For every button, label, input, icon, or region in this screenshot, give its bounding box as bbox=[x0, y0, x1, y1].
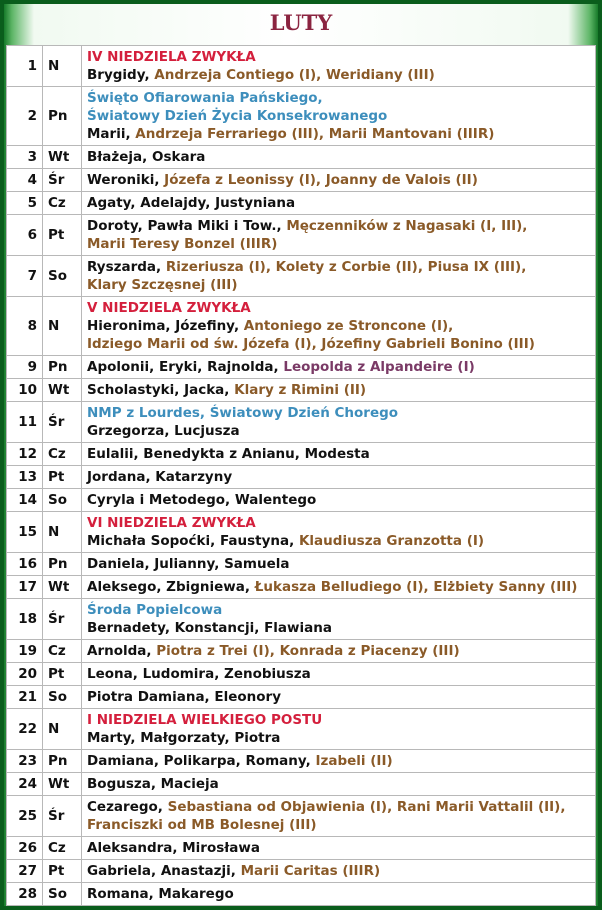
saints-text: Klary Szczęsnej (III) bbox=[87, 277, 238, 293]
calendar-row-day-26 bbox=[7, 837, 596, 860]
description-line bbox=[87, 66, 590, 84]
description-line bbox=[87, 217, 590, 235]
calendar-row-day-12 bbox=[7, 443, 596, 466]
description-line bbox=[87, 171, 590, 189]
saints-text: Klaudiusza Granzotta (I) bbox=[298, 533, 485, 549]
description-line bbox=[87, 48, 590, 66]
day-number: 2 bbox=[7, 87, 43, 146]
calendar-row-day-3 bbox=[7, 146, 596, 169]
calendar-row-day-13 bbox=[7, 466, 596, 489]
description-line bbox=[87, 532, 590, 550]
day-description bbox=[82, 87, 596, 146]
day-description bbox=[82, 686, 596, 709]
day-number: 20 bbox=[7, 663, 43, 686]
day-number: 22 bbox=[7, 709, 43, 750]
day-number: 28 bbox=[7, 883, 43, 906]
names-text: Leona, Ludomira, Zenobiusza bbox=[87, 666, 311, 682]
day-description bbox=[82, 256, 596, 297]
day-of-week: Pn bbox=[43, 356, 82, 379]
calendar-row-day-23 bbox=[7, 750, 596, 773]
calendar-body bbox=[7, 46, 596, 906]
day-description bbox=[82, 356, 596, 379]
names-text: Eulalii, Benedykta z Anianu, Modesta bbox=[87, 446, 370, 462]
saints-text: Męczenników z Nagasaki (I, III), bbox=[286, 218, 528, 234]
day-of-week: Pn bbox=[43, 750, 82, 773]
names-text: Grzegorza, Lucjusza bbox=[87, 423, 240, 439]
day-of-week: N bbox=[43, 709, 82, 750]
day-number: 10 bbox=[7, 379, 43, 402]
day-number: 9 bbox=[7, 356, 43, 379]
names-text: Bernadety, Konstancji, Flawiana bbox=[87, 620, 332, 636]
description-line bbox=[87, 491, 590, 509]
saints-text: Idziego Marii od św. Józefa (I), Józefiny Gabrieli Bonino (III) bbox=[87, 336, 535, 352]
day-description bbox=[82, 773, 596, 796]
saints-text: VI NIEDZIELA ZWYKŁA bbox=[87, 515, 256, 531]
day-number: 4 bbox=[7, 169, 43, 192]
calendar-row-day-14 bbox=[7, 489, 596, 512]
description-line bbox=[87, 125, 590, 143]
day-description bbox=[82, 663, 596, 686]
day-of-week: Cz bbox=[43, 443, 82, 466]
day-of-week: Pn bbox=[43, 87, 82, 146]
saints-text: Rizeriusza (I), Kolety z Corbie (II), Piusa IX (III), bbox=[165, 259, 527, 275]
calendar-row-day-21 bbox=[7, 686, 596, 709]
saints-text: I NIEDZIELA WIELKIEGO POSTU bbox=[87, 712, 323, 728]
calendar-row-day-24 bbox=[7, 773, 596, 796]
calendar-row-day-17 bbox=[7, 576, 596, 599]
day-of-week: Pt bbox=[43, 466, 82, 489]
saints-text: Józefa z Leonissy (I), Joanny de Valois (II) bbox=[164, 172, 478, 188]
day-of-week: Pn bbox=[43, 553, 82, 576]
saints-text: Izabeli (II) bbox=[315, 753, 393, 769]
saints-text: Światowy Dzień Życia Konsekrowanego bbox=[87, 108, 388, 124]
day-number: 19 bbox=[7, 640, 43, 663]
day-of-week: N bbox=[43, 46, 82, 87]
calendar-row-day-22 bbox=[7, 709, 596, 750]
description-line bbox=[87, 317, 590, 335]
day-description bbox=[82, 46, 596, 87]
day-of-week: Wt bbox=[43, 379, 82, 402]
day-number: 1 bbox=[7, 46, 43, 87]
day-of-week: Śr bbox=[43, 599, 82, 640]
day-of-week: Śr bbox=[43, 402, 82, 443]
day-number: 25 bbox=[7, 796, 43, 837]
day-description bbox=[82, 215, 596, 256]
month-title: LUTY bbox=[269, 10, 333, 35]
calendar-row-day-18 bbox=[7, 599, 596, 640]
saints-text: Sebastiana od Objawienia (I), Rani Marii Vattalil (II), bbox=[167, 799, 566, 815]
day-of-week: Cz bbox=[43, 192, 82, 215]
day-of-week: Wt bbox=[43, 146, 82, 169]
description-line bbox=[87, 711, 590, 729]
calendar-row-day-28 bbox=[7, 883, 596, 906]
names-text: Brygidy, bbox=[87, 67, 155, 83]
saints-text: Andrzeja Ferrariego (III), Marii Mantovani (IIIR) bbox=[135, 126, 495, 142]
day-of-week: Pt bbox=[43, 860, 82, 883]
description-line bbox=[87, 107, 590, 125]
names-text: Damiana, Polikarpa, Romany, bbox=[87, 753, 316, 769]
names-text: Aleksego, Zbigniewa, bbox=[87, 579, 255, 595]
day-description bbox=[82, 169, 596, 192]
day-of-week: So bbox=[43, 489, 82, 512]
day-number: 24 bbox=[7, 773, 43, 796]
names-text: Ryszarda, bbox=[87, 259, 166, 275]
day-description bbox=[82, 297, 596, 356]
calendar-row-day-16 bbox=[7, 553, 596, 576]
day-of-week: Wt bbox=[43, 773, 82, 796]
day-number: 14 bbox=[7, 489, 43, 512]
description-line bbox=[87, 729, 590, 747]
calendar-row-day-11 bbox=[7, 402, 596, 443]
saints-text: Andrzeja Contiego (I), Weridiany (III) bbox=[154, 67, 435, 83]
day-of-week: Wt bbox=[43, 576, 82, 599]
day-description bbox=[82, 860, 596, 883]
names-text: Błażeja, Oskara bbox=[87, 149, 206, 165]
day-of-week: Pt bbox=[43, 663, 82, 686]
names-text: Daniela, Julianny, Samuela bbox=[87, 556, 290, 572]
description-line bbox=[87, 798, 590, 816]
calendar-row-day-15 bbox=[7, 512, 596, 553]
names-text: Romana, Makarego bbox=[87, 886, 234, 902]
day-number: 5 bbox=[7, 192, 43, 215]
names-text: Agaty, Adelajdy, Justyniana bbox=[87, 195, 296, 211]
saints-text: Franciszki od MB Bolesnej (III) bbox=[87, 817, 317, 833]
description-line bbox=[87, 839, 590, 857]
saints-text: Marii Caritas (IIIR) bbox=[240, 863, 381, 879]
calendar-row-day-6 bbox=[7, 215, 596, 256]
day-description bbox=[82, 599, 596, 640]
description-line bbox=[87, 885, 590, 903]
saints-text: Antoniego ze Stroncone (I), bbox=[243, 318, 454, 334]
description-line bbox=[87, 235, 590, 253]
description-line bbox=[87, 752, 590, 770]
description-line bbox=[87, 468, 590, 486]
calendar-row-day-10 bbox=[7, 379, 596, 402]
description-line bbox=[87, 358, 590, 376]
names-text: Jordana, Katarzyny bbox=[87, 469, 233, 485]
saints-text: Leopolda z Alpandeire (I) bbox=[283, 359, 475, 375]
description-line bbox=[87, 299, 590, 317]
day-number: 3 bbox=[7, 146, 43, 169]
day-number: 26 bbox=[7, 837, 43, 860]
names-text: Cezarego, bbox=[87, 799, 168, 815]
description-line bbox=[87, 258, 590, 276]
day-of-week: N bbox=[43, 297, 82, 356]
description-line bbox=[87, 89, 590, 107]
names-text: Michała Sopoćki, Faustyna, bbox=[87, 533, 299, 549]
day-number: 8 bbox=[7, 297, 43, 356]
names-text: Marty, Małgorzaty, Piotra bbox=[87, 730, 281, 746]
description-line bbox=[87, 514, 590, 532]
description-line bbox=[87, 422, 590, 440]
saints-text: Klary z Rimini (II) bbox=[234, 382, 367, 398]
day-number: 13 bbox=[7, 466, 43, 489]
day-of-week: So bbox=[43, 883, 82, 906]
description-line bbox=[87, 194, 590, 212]
calendar-row-day-27 bbox=[7, 860, 596, 883]
day-number: 6 bbox=[7, 215, 43, 256]
description-line bbox=[87, 816, 590, 834]
saints-text: IV NIEDZIELA ZWYKŁA bbox=[87, 49, 256, 65]
calendar-row-day-4 bbox=[7, 169, 596, 192]
saints-text: Święto Ofiarowania Pańskiego, bbox=[87, 90, 323, 106]
day-number: 23 bbox=[7, 750, 43, 773]
saints-text: V NIEDZIELA ZWYKŁA bbox=[87, 300, 251, 316]
day-number: 17 bbox=[7, 576, 43, 599]
names-text: Scholastyki, Jacka, bbox=[87, 382, 235, 398]
day-number: 18 bbox=[7, 599, 43, 640]
description-line bbox=[87, 445, 590, 463]
calendar-row-day-1 bbox=[7, 46, 596, 87]
day-description bbox=[82, 883, 596, 906]
day-description bbox=[82, 640, 596, 663]
calendar-row-day-20 bbox=[7, 663, 596, 686]
names-text: Bogusza, Macieja bbox=[87, 776, 219, 792]
day-description bbox=[82, 750, 596, 773]
day-number: 11 bbox=[7, 402, 43, 443]
description-line bbox=[87, 862, 590, 880]
calendar-row-day-8 bbox=[7, 297, 596, 356]
description-line bbox=[87, 775, 590, 793]
description-line bbox=[87, 642, 590, 660]
day-description bbox=[82, 576, 596, 599]
names-text: Doroty, Pawła Miki i Tow., bbox=[87, 218, 287, 234]
description-line bbox=[87, 148, 590, 166]
day-description bbox=[82, 512, 596, 553]
calendar-row-day-7 bbox=[7, 256, 596, 297]
description-line bbox=[87, 404, 590, 422]
calendar-table bbox=[6, 45, 596, 906]
day-description bbox=[82, 192, 596, 215]
calendar-row-day-9 bbox=[7, 356, 596, 379]
day-description bbox=[82, 443, 596, 466]
description-line bbox=[87, 555, 590, 573]
calendar-row-day-25 bbox=[7, 796, 596, 837]
day-of-week: N bbox=[43, 512, 82, 553]
day-description bbox=[82, 379, 596, 402]
names-text: Aleksandra, Mirosława bbox=[87, 840, 260, 856]
day-number: 21 bbox=[7, 686, 43, 709]
day-description bbox=[82, 553, 596, 576]
day-description bbox=[82, 489, 596, 512]
saints-text: Łukasza Belludiego (I), Elżbiety Sanny (III) bbox=[254, 579, 578, 595]
day-of-week: Pt bbox=[43, 215, 82, 256]
saints-text: Środa Popielcowa bbox=[87, 602, 223, 618]
names-text: Apolonii, Eryki, Rajnolda, bbox=[87, 359, 284, 375]
description-line bbox=[87, 688, 590, 706]
names-text: Hieronima, Józefiny, bbox=[87, 318, 244, 334]
day-of-week: So bbox=[43, 256, 82, 297]
names-text: Arnolda, bbox=[87, 643, 157, 659]
day-of-week: Śr bbox=[43, 796, 82, 837]
day-number: 27 bbox=[7, 860, 43, 883]
saints-text: Marii Teresy Bonzel (IIIR) bbox=[87, 236, 278, 252]
day-description bbox=[82, 146, 596, 169]
calendar-row-day-5 bbox=[7, 192, 596, 215]
calendar-row-day-2 bbox=[7, 87, 596, 146]
description-line bbox=[87, 665, 590, 683]
day-number: 15 bbox=[7, 512, 43, 553]
saints-text: Piotra z Trei (I), Konrada z Piacenzy (III) bbox=[156, 643, 460, 659]
description-line bbox=[87, 381, 590, 399]
day-number: 12 bbox=[7, 443, 43, 466]
day-description bbox=[82, 796, 596, 837]
description-line bbox=[87, 619, 590, 637]
day-number: 16 bbox=[7, 553, 43, 576]
day-number: 7 bbox=[7, 256, 43, 297]
day-of-week: Cz bbox=[43, 640, 82, 663]
description-line bbox=[87, 578, 590, 596]
description-line bbox=[87, 335, 590, 353]
day-of-week: So bbox=[43, 686, 82, 709]
day-description bbox=[82, 466, 596, 489]
description-line bbox=[87, 276, 590, 294]
calendar-row-day-19 bbox=[7, 640, 596, 663]
day-of-week: Cz bbox=[43, 837, 82, 860]
names-text: Cyryla i Metodego, Walentego bbox=[87, 492, 317, 508]
day-description bbox=[82, 402, 596, 443]
description-line bbox=[87, 601, 590, 619]
names-text: Gabriela, Anastazji, bbox=[87, 863, 241, 879]
names-text: Weroniki, bbox=[87, 172, 165, 188]
saints-text: NMP z Lourdes, Światowy Dzień Chorego bbox=[87, 405, 399, 421]
day-of-week: Śr bbox=[43, 169, 82, 192]
day-description bbox=[82, 837, 596, 860]
names-text: Piotra Damiana, Eleonory bbox=[87, 689, 282, 705]
names-text: Marii, bbox=[87, 126, 136, 142]
day-description bbox=[82, 709, 596, 750]
